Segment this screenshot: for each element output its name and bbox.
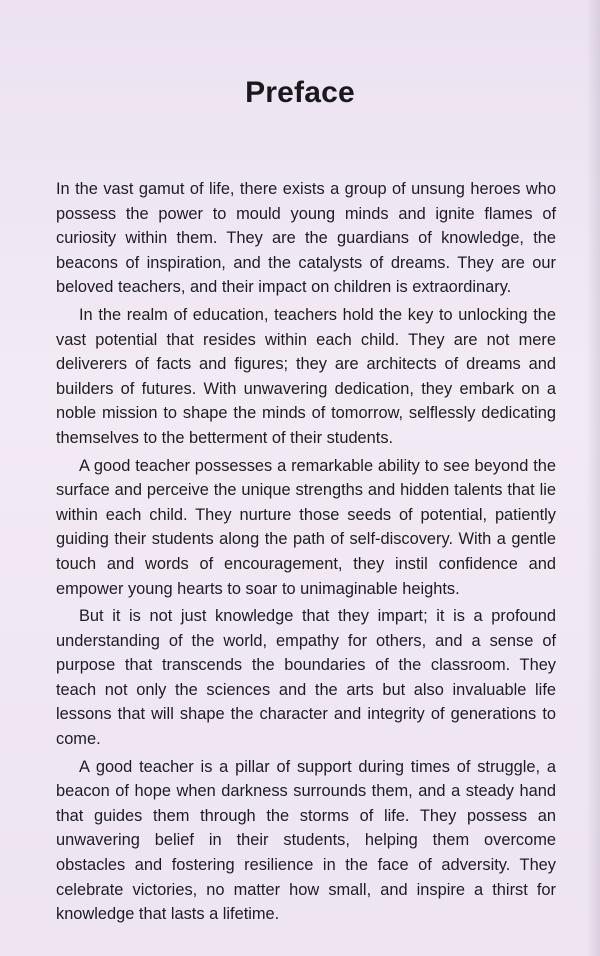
preface-body [56, 177, 556, 930]
paragraph: A good teacher possesses a remarkable ability to see beyond the surface and perceive the unique strengths and hidden talents that lie within each child. They nurture those seeds of potential, patiently guiding their students along the path of self-discovery. With a gentle touch and words of encouragement, they instil confidence and empower young hearts to soar to unimaginable heights. [56, 456, 556, 598]
paragraph: But it is not just knowledge that they impart; it is a profound understanding of the world, empathy for others, and a sense of purpose that transcends the boundaries of the classroom. They teach not only the sciences and the arts but also invaluable life lessons that will shape the character and integrity of generations to come. [56, 607, 556, 749]
paragraph: In the vast gamut of life, there exists a group of unsung heroes who possess the power to mould young minds and ignite flames of curiosity within them. They are the guardians of knowledge, the beacons of inspiration, and the catalysts of dreams. They are our beloved teachers, and their impact on children is extraordinary. [56, 180, 556, 297]
page-gutter-shadow [586, 0, 600, 956]
page-title: Preface [245, 76, 355, 109]
paragraph: A good teacher is a pillar of support during times of struggle, a beacon of hope when darkness surrounds them, and a steady hand that guides them through the storms of life. They possess an unwavering belief in their students, helping them overcome obstacles and fostering resilience in the face of adversity. They celebrate victories, no matter how small, and inspire a thirst for knowledge that lasts a lifetime. [56, 757, 556, 924]
paragraph: In the realm of education, teachers hold the key to unlocking the vast potential that resides within each child. They are not mere deliverers of facts and figures; they are architects of dreams and builders of futures. With unwavering dedication, they embark on a noble mission to shape the minds of tomorrow, selflessly dedicating themselves to the betterment of their students. [56, 305, 556, 447]
